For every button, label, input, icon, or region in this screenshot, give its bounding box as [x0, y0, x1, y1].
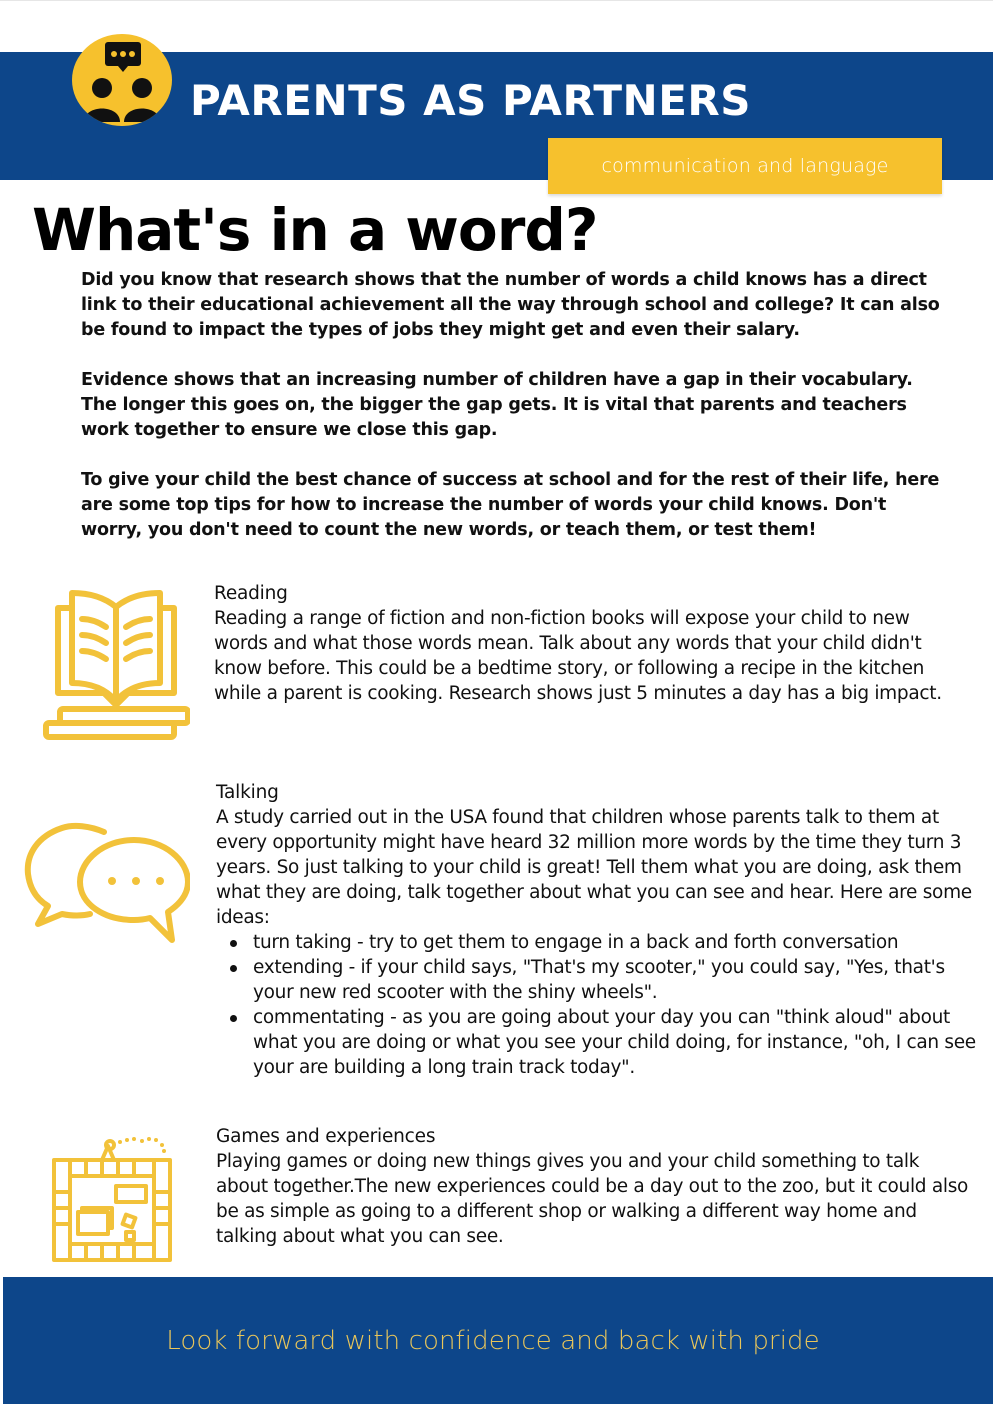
page-title: What's in a word? [32, 196, 598, 264]
subtitle-text: communication and language [601, 155, 889, 177]
tip-item [230, 1005, 976, 1080]
tip-text: turn taking - try to get them to engage in a back and forth conversation [253, 932, 899, 953]
footer-motto: Look forward with confidence and back with pride [166, 1325, 820, 1356]
tip-text: extending - if your child says, "That's my scooter," you could say, "Yes, that's your new red scooter with the shiny wheels". [253, 957, 945, 1003]
board-game-icon [50, 1136, 175, 1264]
intro-paragraph: Evidence shows that an increasing number of children have a gap in their vocabulary. The longer this goes on, the bigger the gap gets. It is vital that parents and teachers work together to ensure we close this gap. [81, 370, 913, 440]
section-body: Playing games or doing new things gives you and your child something to talk about together.The new experiences could be a day out to the zoo, but it could also be as simple as going to a different shop or walking a different way home and talking about what you can see. [216, 1151, 969, 1247]
subtitle-badge [548, 138, 942, 194]
open-book-icon [42, 583, 190, 741]
section-heading: Reading [214, 583, 288, 604]
bullet-icon [230, 940, 237, 947]
parents-chat-logo-icon [72, 34, 172, 126]
speech-bubbles-icon [18, 820, 190, 948]
tip-item [230, 955, 976, 1005]
tips-list [230, 930, 976, 1080]
section-talking [216, 780, 976, 1080]
footer [3, 1277, 993, 1404]
section-heading: Games and experiences [216, 1126, 436, 1147]
bullet-icon [230, 1015, 237, 1022]
section-body: Reading a range of fiction and non-fiction books will expose your child to new words and what those words mean. Talk about any words that your child didn't know before. This could be a bedtime story, or following a recipe in the kitchen while a parent is cooking. Research shows just 5 minutes a day has a big impact. [214, 608, 942, 704]
section-reading [214, 581, 964, 706]
header-title: PARENTS AS PARTNERS [190, 76, 751, 125]
tip-item [230, 930, 976, 955]
intro-paragraph: To give your child the best chance of success at school and for the rest of their life, here are some top tips for how to increase the number of words your child knows. Don't worry, you don't need to count the new words, or teach them, or test them! [81, 470, 940, 540]
section-body: A study carried out in the USA found that children whose parents talk to them at every opportunity might have heard 32 million more words by the time they turn 3 years. So just talking to your child is great! Tell them what you are doing, ask them what they are doing, talk together about what you can see and hear. Here are some ideas: [216, 807, 972, 928]
intro-paragraph: Did you know that research shows that the number of words a child knows has a direct link to their educational achievement all the way through school and college? It can also be found to impact the types of jobs they might get and even their salary. [81, 270, 940, 340]
section-heading: Talking [216, 782, 279, 803]
top-border [0, 0, 993, 1]
bullet-icon [230, 965, 237, 972]
tip-text: commentating - as you are going about your day you can "think aloud" about what you are doing or what you see your child doing, for instance, "oh, I can see your are building a long train track today". [253, 1007, 976, 1078]
section-games [216, 1124, 976, 1249]
intro [81, 268, 941, 568]
